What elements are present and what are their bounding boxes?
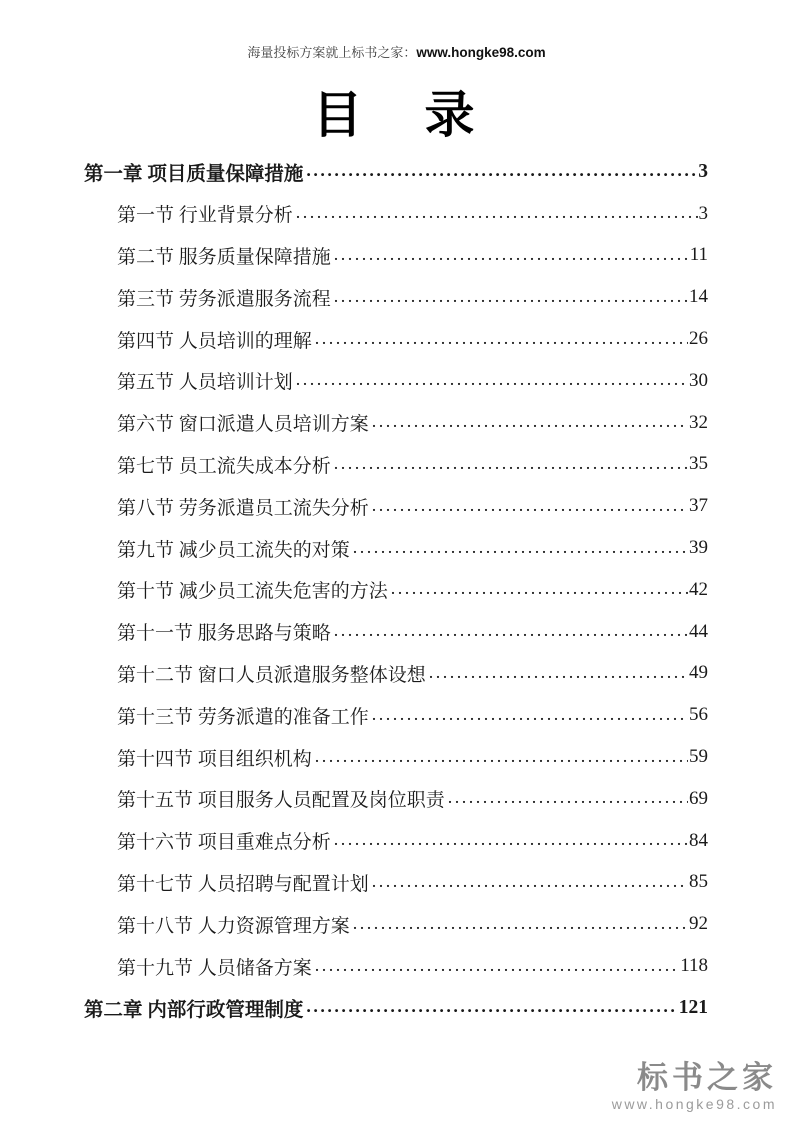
watermark-logo: 标书之家 [637,1060,777,1095]
toc-entry[interactable] [84,945,708,987]
toc-entry-label: 第十三节 劳务派遣的准备工作 [117,706,369,728]
dot-leader [334,829,688,852]
toc-entry[interactable] [84,653,708,695]
toc-entry-label: 第十一节 服务思路与策略 [117,623,331,645]
dot-leader [391,578,688,601]
toc-entry-label: 第十节 减少员工流失危害的方法 [117,581,388,603]
toc-entry-page: 37 [689,495,708,517]
toc-entry-page: 11 [689,244,708,266]
toc-entry-label: 第五节 人员培训计划 [117,372,293,394]
toc-entry[interactable] [84,235,708,277]
dot-leader [429,662,688,685]
dot-leader [334,244,689,267]
toc-entry-chapter[interactable] [84,987,708,1029]
toc-entry-page: 30 [689,369,708,391]
toc-entry-label: 第三节 劳务派遣服务流程 [117,288,331,310]
page-header [0,44,793,62]
toc-entry-label: 第七节 员工流失成本分析 [117,455,331,477]
toc-entry-label: 第二章 内部行政管理制度 [84,999,304,1021]
dot-leader [372,495,688,518]
toc-entry-label: 第二节 服务质量保障措施 [117,246,331,268]
dot-leader [306,996,677,1019]
dot-leader [334,620,688,643]
watermark [612,1062,777,1112]
dot-leader [296,202,698,225]
toc-entry[interactable] [84,611,708,653]
toc-entry-page: 49 [689,662,708,684]
toc-entry-page: 44 [689,620,708,642]
dot-leader [372,871,688,894]
dot-leader [315,955,679,978]
toc-entry-page: 26 [689,328,708,350]
toc-entry-label: 第十五节 项目服务人员配置及岗位职责 [117,790,445,812]
toc-entry-page: 35 [689,453,708,475]
toc-entry[interactable] [84,193,708,235]
toc-entry[interactable] [84,736,708,778]
toc-entry-label: 第十七节 人员招聘与配置计划 [117,873,369,895]
toc-entry[interactable] [84,402,708,444]
toc-entry[interactable] [84,820,708,862]
toc-entry[interactable] [84,444,708,486]
toc-list [84,151,708,1029]
toc-entry[interactable] [84,569,708,611]
toc-entry-chapter[interactable] [84,151,708,193]
toc-entry-label: 第十六节 项目重难点分析 [117,832,331,854]
toc-entry-label: 第六节 窗口派遣人员培训方案 [117,414,369,436]
toc-entry[interactable] [84,527,708,569]
toc-entry-label: 第十九节 人员储备方案 [117,957,312,979]
toc-entry[interactable] [84,318,708,360]
dot-leader [448,787,688,810]
toc-entry[interactable] [84,694,708,736]
toc-entry-page: 59 [689,746,708,768]
toc-entry-label: 第九节 减少员工流失的对策 [117,539,350,561]
dot-leader [334,453,688,476]
dot-leader [372,411,688,434]
toc-entry[interactable] [84,778,708,820]
dot-leader [315,328,688,351]
dot-leader [306,160,697,183]
toc-entry-page: 32 [689,411,708,433]
dot-leader [353,537,688,560]
toc-entry[interactable] [84,276,708,318]
toc-entry-label: 第八节 劳务派遣员工流失分析 [117,497,369,519]
toc-entry-page: 92 [689,913,708,935]
toc-entry-label: 第四节 人员培训的理解 [117,330,312,352]
toc-entry-page: 85 [689,871,708,893]
toc-title: 目 录 [312,87,481,143]
toc-entry-label: 第一章 项目质量保障措施 [84,163,304,185]
toc-entry-page: 56 [689,704,708,726]
toc-entry-page: 14 [689,286,708,308]
toc-entry[interactable] [84,903,708,945]
toc-entry-label: 第十二节 窗口人员派遣服务整体设想 [117,664,426,686]
dot-leader [334,286,688,309]
toc-entry-page: 3 [698,160,708,182]
header-site-text: 海量投标方案就上标书之家： [247,45,417,60]
dot-leader [315,746,688,769]
toc-entry[interactable] [84,862,708,904]
dot-leader [372,704,688,727]
watermark-url[interactable]: www.hongke98.com [611,1096,777,1112]
dot-leader [353,913,688,936]
header-site-url[interactable]: www.hongke98.com [416,45,546,60]
toc-entry-page: 42 [689,578,708,600]
toc-entry-page: 39 [689,537,708,559]
toc-entry-page: 118 [680,955,708,977]
dot-leader [296,369,688,392]
toc-entry-page: 69 [689,787,708,809]
toc-entry-page: 121 [678,996,708,1018]
toc-entry-label: 第十四节 项目组织机构 [117,748,312,770]
toc-entry[interactable] [84,360,708,402]
toc-entry[interactable] [84,485,708,527]
toc-entry-label: 第十八节 人力资源管理方案 [117,915,350,937]
toc-entry-page: 84 [689,829,708,851]
toc-entry-label: 第一节 行业背景分析 [117,205,293,227]
toc-entry-page: 3 [698,202,708,224]
